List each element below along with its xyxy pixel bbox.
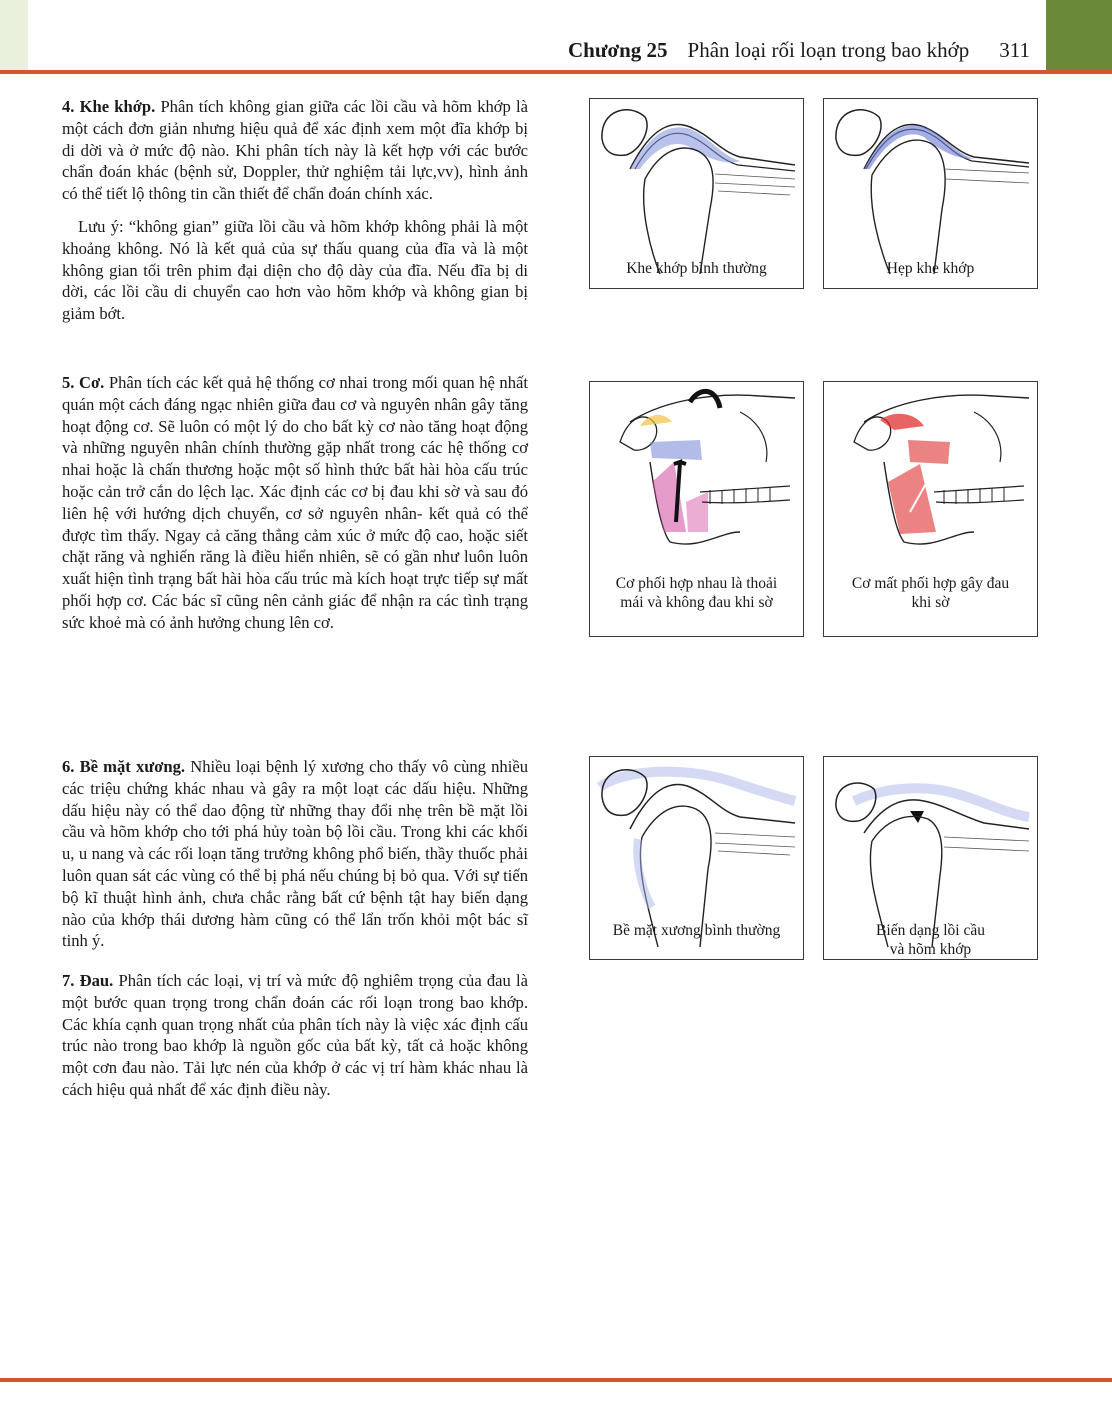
- section-heading: 5. Cơ.: [62, 373, 105, 392]
- footer-rule: [0, 1378, 1112, 1382]
- section-body: Phân tích các loại, vị trí và mức độ nghiêm trọng của đau là một bước quan trọng trong chẩn đoán các rối loạn trong bao khớp. Các khía cạnh quan trọng nhất của phân tích này là việc xác định cấu trúc nào trong bao khớp là nguồn gốc của bất kỳ, tất cả hoặc không một cơn đau nào. Tải lực nén của khớp ở các vị trí hàm khác nhau là cách hiệu quả nhất để xác định điều này.: [62, 971, 528, 1099]
- caption-line: mái và không đau khi sờ: [620, 594, 773, 611]
- section-body: Nhiều loại bệnh lý xương cho thấy vô cùng nhiều các triệu chứng khác nhau và gây ra một loạt các dấu hiệu. Những dấu hiệu này có thể dao động từ những thay đổi nhẹ trên bề mặt lồi cầu và hõm khớp cho tới phá hủy toàn bộ lồi cầu. Trong khi các khối u, u nang và các rối loạn tăng trưởng không phổ biến, thầy thuốc phải luôn quan sát các vùng có thể bị phá nếu chúng bị bỏ qua. Với sự tiến bộ kĩ thuật hình ảnh, chưa chắc rằng bất cứ bệnh tật hay biến dạng nào của khớp thái dương hàm cũng có thể lẩn trốn khỏi một bác sĩ tinh ý.: [62, 757, 528, 951]
- figure-caption: Bề mặt xương bình thường: [612, 922, 781, 939]
- figure-caption: [590, 574, 803, 612]
- section-paragraph: [62, 756, 528, 952]
- figure-normal-joint-space: [589, 98, 804, 289]
- running-header: [568, 38, 1030, 63]
- section-body: Phân tích không gian giữa các lồi cầu và hõm khớp là một cách đơn giản nhưng hiệu quả để xác định xem một đĩa khớp bị di dời và ở mức độ nào. Khi phân tích này là kết hợp với các bước chẩn đoán khác (bệnh sử, Doppler, thử nghiệm tải lực,vv), hình ảnh có thể tiết lộ thông tin cần thiết để chẩn đoán chính xác.: [62, 97, 528, 204]
- chapter-label: Chương 25: [568, 38, 668, 62]
- section-heading: 6. Bề mặt xương.: [62, 757, 186, 776]
- section-paragraph: [62, 372, 528, 634]
- section-joint-space: [62, 96, 528, 325]
- section-body: Phân tích các kết quả hệ thống cơ nhai trong mối quan hệ nhất quán một cách đáng ngạc nhiên giữa đau cơ và nguyên nhân gây tăng hoạt động cơ. Sẽ luôn có một lý do cho bất kỳ cơ nào tăng hoạt động và những nguyên nhân chính thường gặp nhất trong các hệ thống cơ nhai hoặc là chấn thương hoặc một số hình thức bất hài hòa cấu trúc hoặc cản trở cắn do lệch lạc. Xác định các cơ bị đau khi sờ và sau đó liên hệ với hướng dịch chuyển, cơ sở nguyên nhân- kết quả có thể được tìm thấy. Ngay cả căng thẳng cảm xúc ở mức độ cao, hoặc siết chặt răng và nghiến răng là điều hiển nhiên, sẽ có gần như luôn luôn xuất hiện tình trạng bất hài hòa cấu trúc mà kích hoạt trực tiếp sự mất phối hợp cơ. Các bác sĩ cũng nên cảnh giác để nhận ra các tình trạng sức khoẻ mà có ảnh hưởng chung lên cơ.: [62, 373, 528, 632]
- page-number: 311: [999, 38, 1030, 62]
- header-band-right: [1046, 0, 1112, 70]
- section-heading: 4. Khe khớp.: [62, 97, 156, 116]
- figure-narrowed-joint-space: [823, 98, 1038, 289]
- figure-caption: [824, 574, 1037, 612]
- figure-normal-bone-surface: [589, 756, 804, 960]
- section-muscle: [62, 372, 528, 634]
- figure-caption: Hẹp khe khớp: [886, 260, 975, 277]
- header-band-left: [0, 0, 28, 72]
- chapter-title: Phân loại rối loạn trong bao khớp: [687, 38, 970, 62]
- skull-muscle-illustration: [824, 382, 1036, 572]
- section-bone-surface: [62, 756, 528, 952]
- skull-muscle-illustration: [590, 382, 802, 572]
- figure-uncoordinated-muscles: [823, 381, 1038, 637]
- section-note: Lưu ý: “không gian” giữa lồi cầu và hõm khớp không phải là một khoảng không. Nó là kết quả của sự thấu quang của đĩa và là một không gian tối trên phim đại diện cho độ dày của đĩa. Nếu đĩa bị di dời, các lồi cầu di chuyển cao hơn vào hõm khớp và không gian bị giảm bớt.: [62, 216, 528, 324]
- caption-line: khi sờ: [911, 594, 950, 611]
- figure-caption: [824, 921, 1037, 959]
- figure-coordinated-muscles: [589, 381, 804, 637]
- figure-caption: Khe khớp bình thường: [626, 260, 767, 277]
- caption-line: Cơ mất phối hợp gây đau: [851, 575, 1010, 592]
- caption-line: Biến dạng lồi cầu: [876, 922, 985, 939]
- header-rule: [0, 70, 1112, 74]
- figure-deformed-condyle: [823, 756, 1038, 960]
- caption-line: Cơ phối hợp nhau là thoải: [615, 575, 778, 592]
- section-paragraph: [62, 970, 528, 1101]
- section-heading: 7. Đau.: [62, 971, 114, 990]
- section-paragraph: [62, 96, 528, 205]
- section-pain: [62, 970, 528, 1101]
- caption-line: và hõm khớp: [889, 941, 972, 958]
